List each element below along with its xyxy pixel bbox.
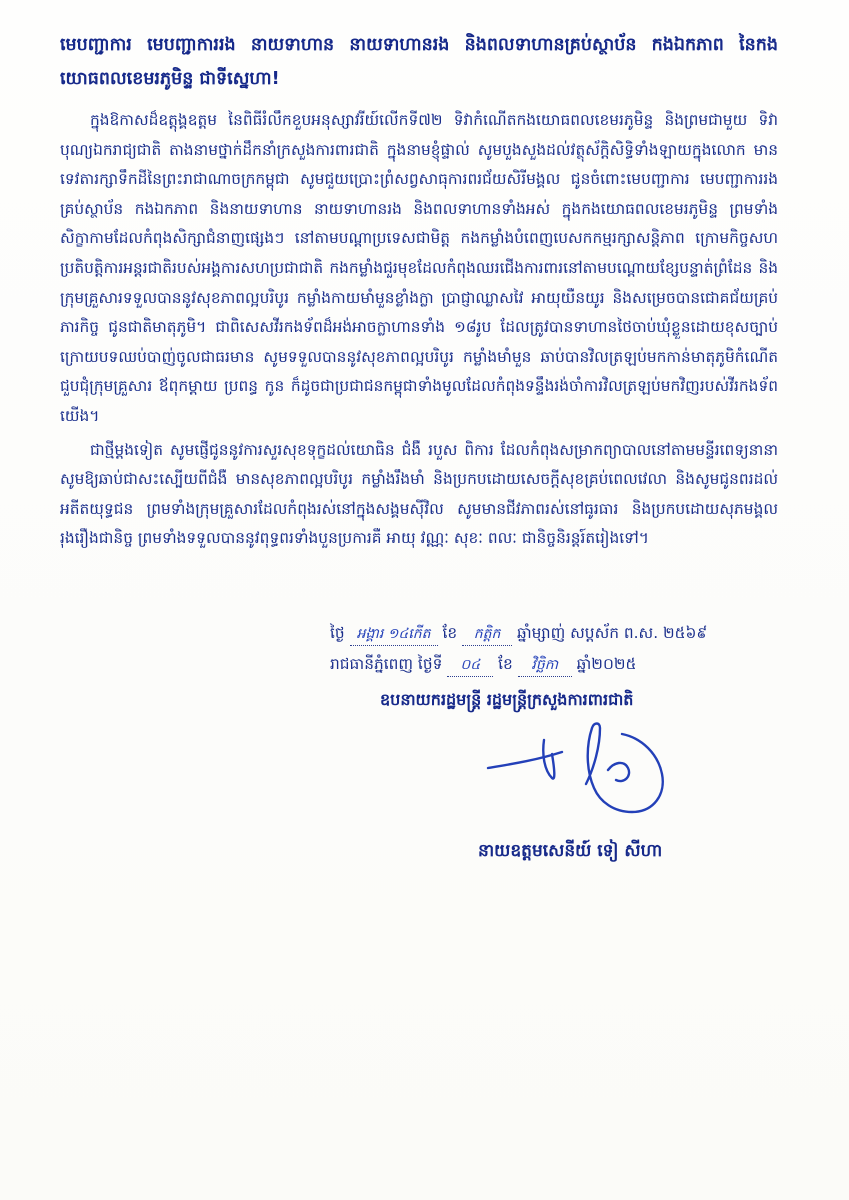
- letter-body: [60, 28, 778, 554]
- lunar-day-prefix: ថ្ងៃ: [330, 624, 345, 642]
- lunar-year: ឆ្នាំម្សាញ់ សប្តស័ក ព.ស. ២៥៦៩: [516, 624, 708, 642]
- place-prefix: រាជធានីភ្នំពេញ ថ្ងៃទី: [330, 655, 443, 673]
- lunar-month-handwritten: កត្តិក: [462, 619, 512, 649]
- lunar-month-prefix: ខែ: [442, 624, 458, 642]
- lunar-date-line: [330, 618, 790, 649]
- day-handwritten: ០៤: [447, 650, 493, 680]
- body-paragraph-1: ក្នុងឱកាសដ៏ឧត្តុង្គឧត្តម នៃពិធីរំលឹកខួបអនុស្សាវរីយ៍លើកទី៧២ ទិវាកំណើតកងយោធពលខេមរភូមិន្ទ និងព្រមជាមួយ ទិវាបុណ្យឯករាជ្យជាតិ តាងនាមថ្នាក់ដឹកនាំក្រសួងការពារជាតិ ក្នុងនាមខ្ញុំផ្ទាល់ សូមបួងសួងដល់វត្ថុស័ក្តិសិទ្ធិទាំងឡាយក្នុងលោក មានទេវតារក្សាទឹកដីនៃព្រះរាជាណាចក្រកម្ពុជា សូមជួយប្រោះព្រំសព្វសាធុការពរជ័យសិរីមង្គល ជូនចំពោះមេបញ្ជាការ មេបញ្ជាការរង គ្រប់ស្ថាប័ន កងឯកភាព និងនាយទាហាន នាយទាហានរង និងពលទាហានទាំងអស់ ក្នុងកងយោធពលខេមរភូមិន្ទ ព្រមទាំងសិក្ខាកាមដែលកំពុងសិក្សាជំនាញផ្សេងៗ នៅតាមបណ្តាប្រទេសជាមិត្ត កងកម្លាំងបំពេញបេសកកម្មរក្សាសន្តិភាព ក្រោមកិច្ចសហប្រតិបត្តិការអន្តរជាតិរបស់អង្គការសហប្រជាជាតិ កងកម្លាំងជួរមុខដែលកំពុងឈរជើងការពារនៅតាមបណ្តោយខ្សែបន្ទាត់ព្រំដែន និងក្រុមគ្រួសារទទួលបាននូវសុខភាពល្អបរិបូរ កម្លាំងកាយមាំមួនខ្លាំងក្លា ប្រាជ្ញាឈ្លាសវៃ អាយុយឺនយូរ និងសម្រេចបានជោគជ័យគ្រប់ភារកិច្ច ជូនជាតិមាតុភូមិ។ ជាពិសេសវីរកងទ័ពដ៏អង់អាចក្លាហានទាំង ១៨រូប ដែលត្រូវបានទាហានថៃចាប់ឃុំខ្លួនដោយខុសច្បាប់ក្រោយបទឈប់បាញ់ចូលជាធរមាន សូមទទួលបាននូវសុខភាពល្អបរិបូរ កម្លាំងមាំមួន ឆាប់បានវិលត្រឡប់មកកាន់មាតុភូមិកំណើត ជួបជុំក្រុមគ្រួសារ ឪពុកម្តាយ ប្រពន្ធ កូន ក៏ដូចជាប្រជាជនកម្ពុជាទាំងមូលដែលកំពុងទន្ទឹងរង់ចាំការវិលត្រឡប់មកវិញរបស់វីរកងទ័ពយើង។: [60, 111, 778, 425]
- handwritten-signature: [482, 718, 672, 826]
- date-block: [330, 618, 790, 716]
- body-paragraph-2: ជាថ្មីម្តងទៀត សូមផ្ញើជូននូវការសួរសុខទុក្ខដល់យោធិន ជំងឺ របួស ពិការ ដែលកំពុងសម្រាកព្យាបាលនៅតាមមន្ទីរពេទ្យនានា សូមឱ្យឆាប់ជាសះស្បើយពីជំងឺ មានសុខភាពល្អបរិបូរ កម្លាំងរឹងមាំ និងប្រកបដោយសេចក្តីសុខគ្រប់ពេលវេលា និងសូមជូនពរដល់អតីតយុទ្ធជន ព្រមទាំងក្រុមគ្រួសារដែលកំពុងរស់នៅក្នុងសង្គមស៊ីវិល សូមមានជីវភាពរស់នៅធូរធារ និងប្រកបដោយសុភមង្គលរុងរឿងជានិច្ច ព្រមទាំងទទួលបាននូវពុទ្ធពរទាំងបួនប្រការគឺ អាយុ វណ្ណៈ សុខៈ ពលៈ ជានិច្ចនិរន្តរ៍តរៀងទៅ។: [60, 440, 778, 548]
- signatory-title: ឧបនាយករដ្ឋមន្ត្រី រដ្ឋមន្ត្រីក្រសួងការពារជាតិ: [380, 690, 634, 709]
- solar-year: ឆ្នាំ២០២៥: [576, 655, 637, 673]
- salutation-heading: មេបញ្ជាការ មេបញ្ជាការរង នាយទាហាន នាយទាហានរង និងពលទាហានគ្រប់ស្ថាប័ន កងឯកភាព នៃកងយោធពលខេមរភូមិន្ទ ជាទីស្នេហា!: [60, 35, 778, 89]
- month-handwritten: វិច្ឆិកា: [518, 650, 572, 680]
- month-label: ខែ: [498, 655, 513, 673]
- lunar-day-handwritten: អង្គារ ១៤កើត: [350, 619, 438, 649]
- solar-date-line: [330, 649, 790, 680]
- signatory-name: នាយឧត្តមសេនីយ៍ ទៀ សីហា: [478, 841, 663, 861]
